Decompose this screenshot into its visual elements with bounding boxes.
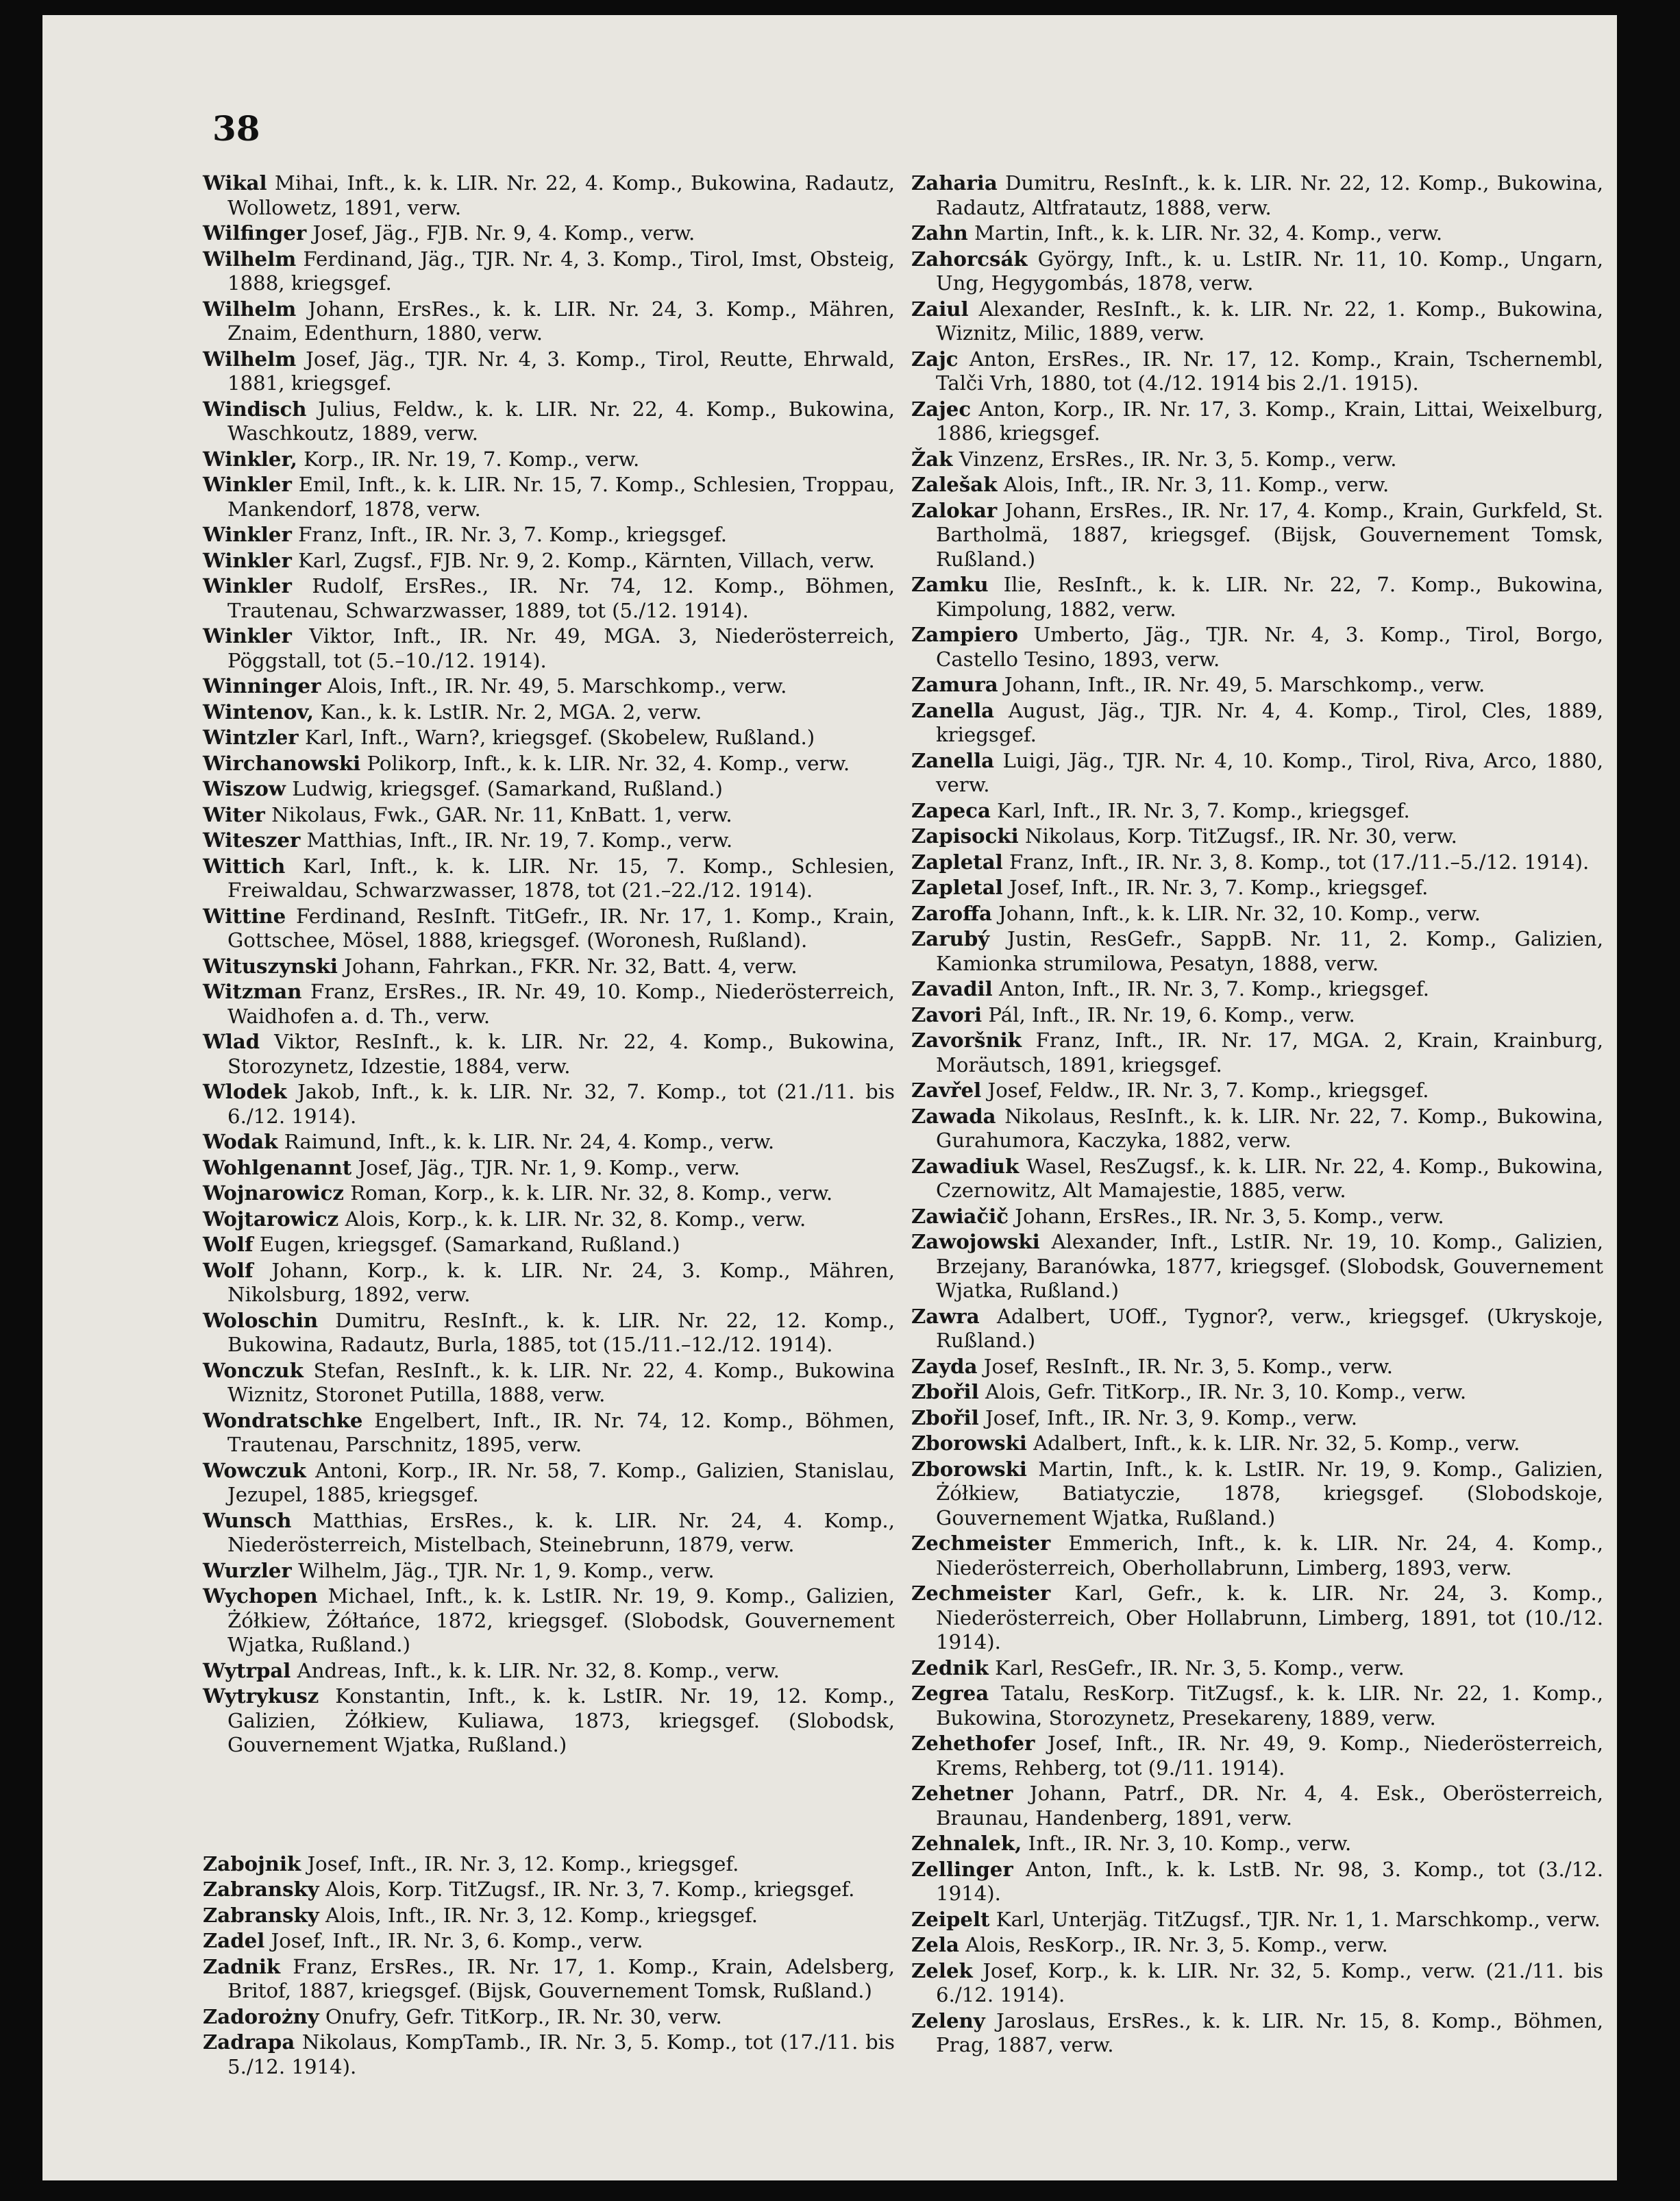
register-entry [911, 623, 1603, 672]
entry-surname: Zehetner [911, 1782, 1013, 1805]
entry-details: Josef, Inft., IR. Nr. 3, 7. Komp., kriegsgef. [1002, 876, 1429, 899]
register-entry [911, 1682, 1603, 1730]
entry-details: Martin, Inft., k. k. LstIR. Nr. 19, 9. Komp., Galizien, Żółkiew, Batiatyczie, 1878, kriegsgef. (Slobodskoje, Gouvernement Wjatka, Rußland.) [936, 1457, 1603, 1529]
register-entry [203, 905, 895, 953]
entry-surname: Zamura [911, 673, 998, 696]
entry-surname: Zawada [911, 1104, 996, 1128]
entry-surname: Winkler [203, 574, 292, 598]
entry-details: Polikorp, Inft., k. k. LIR. Nr. 32, 4. Komp., verw. [360, 751, 850, 775]
entry-surname: Zechmeister [911, 1532, 1051, 1555]
entry-surname: Wlad [203, 1030, 260, 1053]
entry-details: Umberto, Jäg., TJR. Nr. 4, 3. Komp., Tirol, Borgo, Castello Tesino, 1893, verw. [936, 623, 1603, 671]
entry-details: Josef, Korp., k. k. LIR. Nr. 32, 5. Komp., verw. (21./11. bis 6./12. 1914). [936, 1958, 1603, 2006]
entry-details: Matthias, Inft., IR. Nr. 19, 7. Komp., verw. [300, 828, 733, 852]
entry-details: Josef, Inft., IR. Nr. 49, 9. Komp., Niederösterreich, Krems, Rehberg, tot (9./11. 1914). [936, 1732, 1603, 1780]
entry-details: Inft., IR. Nr. 3, 10. Komp., verw. [1022, 1832, 1352, 1855]
register-entry [911, 1959, 1603, 2008]
register-entry [203, 1130, 895, 1155]
entry-surname: Zegrea [911, 1682, 989, 1705]
entry-details: Kan., k. k. LstIR. Nr. 2, MGA. 2, verw. [314, 700, 702, 724]
register-entry [911, 799, 1603, 824]
entry-surname: Zalešak [911, 473, 998, 496]
entry-surname: Zednik [911, 1656, 989, 1680]
register-entry [203, 297, 895, 346]
entry-surname: Wintzler [203, 726, 299, 749]
entry-details: Raimund, Inft., k. k. LIR. Nr. 24, 4. Komp., verw. [277, 1130, 775, 1153]
entry-details: Anton, Korp., IR. Nr. 17, 3. Komp., Krain, Littai, Weixelburg, 1886, kriegsgef. [936, 397, 1603, 445]
entry-details: Nikolaus, Fwk., GAR. Nr. 11, KnBatt. 1, verw. [264, 802, 732, 826]
entry-surname: Zehnalek, [911, 1832, 1022, 1855]
register-entry [203, 752, 895, 776]
entry-surname: Wittich [203, 854, 286, 878]
entry-surname: Zaharia [911, 171, 998, 195]
entry-surname: Winkler [203, 473, 292, 496]
register-entry [203, 1584, 895, 1658]
entry-details: Franz, Inft., IR. Nr. 3, 8. Komp., tot (17./11.–5./12. 1914). [1002, 850, 1590, 874]
entry-details: Konstantin, Inft., k. k. LstIR. Nr. 19, 12. Komp., Galizien, Żółkiew, Kuliawa, 1873, kriegsgef. (Slobodsk, Gouvernement Wjatka, Rußland.) [227, 1684, 895, 1756]
entry-details: Mihai, Inft., k. k. LIR. Nr. 22, 4. Komp., Bukowina, Radautz, Wollowetz, 1891, verw. [227, 171, 895, 219]
entry-details: Karl, Inft., IR. Nr. 3, 7. Komp., kriegsgef. [990, 798, 1410, 822]
register-entry [911, 977, 1603, 1002]
entry-details: Viktor, ResInft., k. k. LIR. Nr. 22, 4. Komp., Bukowina, Storozynetz, Idzestie, 1884, verw. [227, 1030, 895, 1078]
register-entry [203, 1080, 895, 1129]
entry-details: Karl, ResGefr., IR. Nr. 3, 5. Komp., verw. [988, 1656, 1405, 1680]
entry-details: Johann, Inft., k. k. LIR. Nr. 32, 10. Komp., verw. [991, 901, 1481, 925]
right-column [911, 171, 1603, 2059]
entry-details: Karl, Zugsf., FJB. Nr. 9, 2. Komp., Kärnten, Villach, verw. [291, 548, 875, 572]
register-entry [911, 1105, 1603, 1153]
register-entry [911, 171, 1603, 220]
entry-surname: Wiszow [203, 777, 286, 800]
entry-details: Franz, ErsRes., IR. Nr. 17, 1. Komp., Krain, Adelsberg, Britof, 1887, kriegsgef. (Bijsk, Gouvernement Tomsk, Rußland.) [227, 1954, 895, 2002]
entry-surname: Wituszynski [203, 954, 338, 978]
entry-details: Josef, Jäg., FJB. Nr. 9, 4. Komp., verw. [306, 221, 695, 245]
entry-details: Alois, Korp., k. k. LIR. Nr. 32, 8. Komp., verw. [338, 1207, 806, 1231]
register-entry [911, 1782, 1603, 1830]
entry-details: Josef, ResInft., IR. Nr. 3, 5. Komp., verw. [977, 1354, 1393, 1378]
register-entry [911, 1431, 1603, 1456]
register-entry [911, 1155, 1603, 1203]
entry-details: Anton, Inft., IR. Nr. 3, 7. Komp., kriegsgef. [992, 977, 1430, 1000]
entry-surname: Zahn [911, 221, 968, 245]
entry-surname: Zawojowski [911, 1230, 1040, 1253]
register-entry [203, 1259, 895, 1307]
register-entry [911, 347, 1603, 396]
register-entry [203, 1852, 895, 1877]
register-entry [203, 221, 895, 246]
entry-details: Roman, Korp., k. k. LIR. Nr. 32, 8. Komp., verw. [343, 1181, 833, 1205]
entry-surname: Wytrykusz [203, 1684, 319, 1708]
register-entry [203, 700, 895, 725]
entry-surname: Zborowski [911, 1431, 1027, 1455]
register-entry [203, 247, 895, 296]
entry-surname: Wirchanowski [203, 751, 361, 775]
register-entry [911, 1532, 1603, 1580]
entry-details: Justin, ResGefr., SappB. Nr. 11, 2. Komp., Galizien, Kamionka strumilowa, Pesatyn, 1888, verw. [936, 927, 1603, 975]
entry-details: Onufry, Gefr. TitKorp., IR. Nr. 30, verw. [319, 2004, 722, 2028]
register-entry [203, 1309, 895, 1357]
entry-surname: Zabojnik [203, 1852, 301, 1876]
entry-details: Alois, Inft., IR. Nr. 49, 5. Marschkomp., verw. [321, 674, 787, 698]
entry-details: Johann, ErsRes., IR. Nr. 17, 4. Komp., Krain, Gurkfeld, St. Bartholmä, 1887, kriegsgef. (Bijsk, Gouvernement Tomsk, Rußland.) [936, 498, 1603, 571]
register-entry [911, 397, 1603, 446]
entry-details: Adalbert, UOff., Tygnor?, verw., kriegsgef. (Ukryskoje, Rußland.) [936, 1304, 1603, 1352]
entry-surname: Wolf [203, 1258, 254, 1282]
entry-surname: Wilhelm [203, 297, 297, 321]
entry-surname: Wowczuk [203, 1458, 306, 1482]
entry-details: Alois, Korp. TitZugsf., IR. Nr. 3, 7. Komp., kriegsgef. [319, 1878, 855, 1901]
section-gap [203, 1759, 895, 1852]
entry-surname: Zarubý [911, 927, 990, 950]
entry-surname: Wittine [203, 904, 286, 928]
entry-details: Josef, Inft., IR. Nr. 3, 6. Komp., verw. [264, 1929, 643, 1952]
entry-details: Luigi, Jäg., TJR. Nr. 4, 10. Komp., Tirol, Riva, Arco, 1880, verw. [936, 748, 1603, 796]
entry-details: Vinzenz, ErsRes., IR. Nr. 3, 5. Komp., verw. [952, 447, 1397, 471]
entry-details: Karl, Gefr., k. k. LIR. Nr. 24, 3. Komp., Niederösterreich, Ober Hollabrunn, Limberg, 1891, tot (10./12. 1914). [936, 1582, 1603, 1653]
entry-details: Nikolaus, ResInft., k. k. LIR. Nr. 22, 7. Komp., Bukowina, Gurahumora, Kaczyka, 1882, verw. [936, 1104, 1603, 1152]
register-entry [203, 447, 895, 472]
entry-surname: Wytrpal [203, 1658, 291, 1682]
entry-surname: Zela [911, 1933, 959, 1956]
entry-surname: Zavori [911, 1003, 983, 1026]
entry-surname: Wlodek [203, 1080, 287, 1103]
entry-details: György, Inft., k. u. LstIR. Nr. 11, 10. Komp., Ungarn, Ung, Hegygombás, 1878, verw. [936, 247, 1603, 295]
entry-details: Julius, Feldw., k. k. LIR. Nr. 22, 4. Komp., Bukowina, Waschkoutz, 1889, verw. [227, 397, 895, 445]
entry-surname: Zayda [911, 1354, 978, 1378]
entry-surname: Winkler [203, 548, 292, 572]
entry-details: Franz, Inft., IR. Nr. 17, MGA. 2, Krain, Krainburg, Moräutsch, 1891, kriegsgef. [936, 1029, 1603, 1077]
register-entry [203, 1207, 895, 1232]
entry-surname: Wunsch [203, 1508, 292, 1532]
register-entry [911, 1079, 1603, 1103]
entry-surname: Zechmeister [911, 1582, 1051, 1605]
entry-details: Pál, Inft., IR. Nr. 19, 6. Komp., verw. [982, 1003, 1355, 1026]
entry-surname: Zadel [203, 1929, 265, 1952]
entry-surname: Wurzler [203, 1558, 292, 1582]
register-entry [911, 297, 1603, 346]
entry-details: Karl, Inft., Warn?, kriegsgef. (Skobelew, Rußland.) [298, 726, 815, 749]
entry-surname: Zellinger [911, 1857, 1013, 1881]
entry-surname: Zaroffa [911, 901, 992, 925]
register-entry [911, 927, 1603, 976]
register-entry [911, 1933, 1603, 1958]
entry-surname: Zapisocki [911, 824, 1019, 848]
entry-details: Korp., IR. Nr. 19, 7. Komp., verw. [297, 447, 640, 471]
entry-details: Eugen, kriegsgef. (Samarkand, Rußland.) [253, 1233, 680, 1256]
register-entry [203, 1409, 895, 1458]
entry-surname: Zadnik [203, 1954, 281, 1978]
entry-surname: Zabransky [203, 1878, 319, 1901]
entry-surname: Wodak [203, 1130, 278, 1153]
register-entry [203, 347, 895, 396]
entry-details: Anton, Inft., k. k. LstB. Nr. 98, 3. Komp., tot (3./12. 1914). [936, 1857, 1603, 1905]
entry-surname: Wojtarowicz [203, 1207, 339, 1231]
entry-details: Alois, ResKorp., IR. Nr. 3, 5. Komp., verw. [959, 1933, 1388, 1956]
register-entry [203, 1904, 895, 1928]
entry-surname: Zahorcsák [911, 247, 1028, 271]
entry-details: Franz, ErsRes., IR. Nr. 49, 10. Komp., Niederösterreich, Waidhofen a. d. Th., verw. [227, 980, 895, 1028]
entry-surname: Wojnarowicz [203, 1181, 344, 1205]
entry-surname: Žak [911, 447, 953, 471]
entry-surname: Zanella [911, 698, 995, 722]
entry-surname: Zaiul [911, 297, 969, 321]
entry-details: Rudolf, ErsRes., IR. Nr. 74, 12. Komp., Böhmen, Trautenau, Schwarzwasser, 1889, tot (5./12. 1914). [227, 574, 895, 622]
register-entry [911, 1832, 1603, 1856]
register-entry [911, 1406, 1603, 1431]
entry-surname: Windisch [203, 397, 307, 421]
register-entry [203, 624, 895, 673]
entry-details: Karl, Unterjäg. TitZugsf., TJR. Nr. 1, 1. Marschkomp., verw. [989, 1907, 1601, 1931]
register-entry [911, 447, 1603, 472]
register-entry [911, 1205, 1603, 1229]
book-page [42, 15, 1617, 2180]
entry-details: Alois, Inft., IR. Nr. 3, 11. Komp., verw. [997, 473, 1389, 496]
entry-details: Engelbert, Inft., IR. Nr. 74, 12. Komp., Böhmen, Trautenau, Parschnitz, 1895, verw. [227, 1408, 895, 1456]
entry-surname: Winkler, [203, 447, 297, 471]
register-entry [911, 699, 1603, 748]
entry-details: Alexander, Inft., LstIR. Nr. 19, 10. Komp., Galizien, Brzejany, Baranówka, 1877, kriegsgef. (Slobodsk, Gouvernement Wjatka, Rußland.) [936, 1230, 1603, 1302]
register-entry [911, 749, 1603, 798]
entry-surname: Zawra [911, 1304, 980, 1328]
entry-details: Johann, Patrf., DR. Nr. 4, 4. Esk., Oberösterreich, Braunau, Handenberg, 1891, verw. [936, 1782, 1603, 1830]
register-entry [203, 980, 895, 1029]
entry-surname: Zeleny [911, 2008, 985, 2032]
register-entry [911, 1458, 1603, 1531]
entry-surname: Witer [203, 802, 265, 826]
entry-surname: Zapletal [911, 850, 1003, 874]
entry-details: Ilie, ResInft., k. k. LIR. Nr. 22, 7. Komp., Bukowina, Kimpolung, 1882, verw. [936, 573, 1603, 621]
entry-surname: Wikal [203, 171, 267, 195]
entry-surname: Wolf [203, 1233, 254, 1256]
register-entry [203, 1156, 895, 1181]
entry-details: Josef, Jäg., TJR. Nr. 4, 3. Komp., Tirol, Reutte, Ehrwald, 1881, kriegsgef. [227, 347, 895, 395]
entry-surname: Zalokar [911, 498, 998, 522]
register-entry [911, 573, 1603, 622]
entry-details: Dumitru, ResInft., k. k. LIR. Nr. 22, 12. Komp., Bukowina, Radautz, Altfratautz, 1888, verw. [936, 171, 1603, 219]
register-entry [911, 673, 1603, 698]
entry-details: Stefan, ResInft., k. k. LIR. Nr. 22, 4. Komp., Bukowina Wiznitz, Storonet Putilla, 1888, verw. [227, 1358, 895, 1406]
entry-details: Emil, Inft., k. k. LIR. Nr. 15, 7. Komp., Schlesien, Troppau, Mankendorf, 1878, verw. [227, 473, 895, 521]
register-entry [911, 850, 1603, 875]
register-entry [203, 1181, 895, 1206]
entry-details: Nikolaus, Korp. TitZugsf., IR. Nr. 30, verw. [1018, 824, 1457, 848]
entry-details: Johann, Fahrkan., FKR. Nr. 32, Batt. 4, verw. [338, 954, 798, 978]
left-column [203, 171, 895, 2080]
entry-surname: Zapeca [911, 798, 991, 822]
register-entry [911, 1858, 1603, 1906]
entry-details: Wasel, ResZugsf., k. k. LIR. Nr. 22, 4. Komp., Bukowina, Czernowitz, Alt Mamajestie, 1885, verw. [936, 1154, 1603, 1202]
register-entry [203, 1459, 895, 1508]
entry-surname: Zawadiuk [911, 1154, 1020, 1178]
entry-surname: Witzman [203, 980, 302, 1003]
entry-surname: Zeipelt [911, 1907, 990, 1931]
entry-details: Antoni, Korp., IR. Nr. 58, 7. Komp., Galizien, Stanislau, Jezupel, 1885, kriegsgef. [227, 1458, 895, 1506]
entry-surname: Zamku [911, 573, 989, 596]
entry-details: Martin, Inft., k. k. LIR. Nr. 32, 4. Komp., verw. [967, 221, 1443, 245]
register-entry [203, 1509, 895, 1558]
entry-surname: Zborowski [911, 1457, 1027, 1481]
register-entry [911, 221, 1603, 246]
register-entry [911, 1582, 1603, 1655]
entry-surname: Zampiero [911, 623, 1019, 646]
register-entry [203, 1878, 895, 1902]
register-entry [911, 1380, 1603, 1405]
entry-details: Tatalu, ResKorp. TitZugsf., k. k. LIR. Nr. 22, 1. Komp., Bukowina, Storozynetz, Presekareny, 1889, verw. [936, 1682, 1603, 1730]
register-entry [911, 1003, 1603, 1028]
register-entry [911, 1355, 1603, 1379]
register-entry [203, 1929, 895, 1954]
entry-surname: Winkler [203, 523, 292, 546]
entry-surname: Zanella [911, 748, 995, 772]
entry-details: Ferdinand, ResInft. TitGefr., IR. Nr. 17, 1. Komp., Krain, Gottschee, Mösel, 1888, kriegsgef. (Woronesh, Rußland). [227, 904, 895, 952]
entry-details: Adalbert, Inft., k. k. LIR. Nr. 32, 5. Komp., verw. [1026, 1431, 1520, 1455]
register-entry [911, 1656, 1603, 1681]
entry-details: Ludwig, kriegsgef. (Samarkand, Rußland.) [285, 777, 723, 800]
register-entry [203, 574, 895, 623]
register-entry [911, 499, 1603, 572]
entry-details: August, Jäg., TJR. Nr. 4, 4. Komp., Tirol, Cles, 1889, kriegsgef. [936, 698, 1603, 746]
entry-details: Jakob, Inft., k. k. LIR. Nr. 32, 7. Komp., tot (21./11. bis 6./12. 1914). [227, 1080, 895, 1128]
entry-details: Josef, Inft., IR. Nr. 3, 12. Komp., kriegsgef. [301, 1852, 739, 1876]
entry-surname: Wilhelm [203, 247, 297, 271]
register-entry [203, 674, 895, 699]
register-entry [203, 397, 895, 446]
entry-details: Alois, Inft., IR. Nr. 3, 12. Komp., kriegsgef. [319, 1903, 758, 1927]
entry-details: Johann, ErsRes., k. k. LIR. Nr. 24, 3. Komp., Mähren, Znaim, Edenthurn, 1880, verw. [227, 297, 895, 345]
entry-surname: Wilhelm [203, 347, 297, 371]
entry-surname: Zabransky [203, 1903, 319, 1927]
entry-surname: Zavadil [911, 977, 993, 1000]
entry-details: Franz, Inft., IR. Nr. 3, 7. Komp., kriegsgef. [291, 523, 727, 546]
register-entry [203, 1030, 895, 1079]
register-entry [911, 1305, 1603, 1353]
register-entry [203, 726, 895, 750]
register-entry [911, 1230, 1603, 1303]
entry-details: Jaroslaus, ErsRes., k. k. LIR. Nr. 15, 8. Komp., Böhmen, Prag, 1887, verw. [936, 2008, 1603, 2056]
entry-surname: Zadorożny [203, 2004, 319, 2028]
entry-details: Anton, ErsRes., IR. Nr. 17, 12. Komp., Krain, Tschernembl, Talči Vrh, 1880, tot (4./12. 1914 bis 2./1. 1915). [936, 347, 1603, 395]
register-entry [911, 473, 1603, 497]
register-entry [203, 1955, 895, 2004]
entry-surname: Zajc [911, 347, 959, 371]
entry-surname: Zelek [911, 1958, 973, 1982]
register-entry [911, 902, 1603, 926]
entry-details: Josef, Jäg., TJR. Nr. 1, 9. Komp., verw. [351, 1155, 741, 1179]
entry-details: Michael, Inft., k. k. LstIR. Nr. 19, 9. Komp., Galizien, Żółkiew, Żółtańce, 1872, kriegsgef. (Slobodsk, Gouvernement Wjatka, Rußland.) [227, 1584, 895, 1656]
entry-surname: Zajec [911, 397, 972, 421]
entry-details: Johann, Inft., IR. Nr. 49, 5. Marschkomp., verw. [998, 673, 1485, 696]
entry-details: Johann, ErsRes., IR. Nr. 3, 5. Komp., verw. [1008, 1204, 1444, 1228]
register-entry [203, 803, 895, 828]
entry-surname: Winkler [203, 624, 292, 648]
register-entry [203, 828, 895, 853]
register-entry [911, 1908, 1603, 1932]
entry-surname: Woloschin [203, 1308, 319, 1332]
entry-surname: Zawiačič [911, 1204, 1009, 1228]
register-entry [911, 824, 1603, 849]
entry-details: Viktor, Inft., IR. Nr. 49, MGA. 3, Niederösterreich, Pöggstall, tot (5.–10./12. 1914). [227, 624, 895, 672]
entry-surname: Wohlgenannt [203, 1155, 352, 1179]
entry-details: Wilhelm, Jäg., TJR. Nr. 1, 9. Komp., verw. [291, 1558, 715, 1582]
register-entry [203, 171, 895, 220]
register-entry [203, 1684, 895, 1758]
entry-surname: Zavoršnik [911, 1029, 1022, 1052]
entry-surname: Wonczuk [203, 1358, 304, 1382]
register-entry [203, 1233, 895, 1257]
entry-details: Matthias, ErsRes., k. k. LIR. Nr. 24, 4. Komp., Niederösterreich, Mistelbach, Steinebrunn, 1879, verw. [227, 1508, 895, 1556]
entry-surname: Wychopen [203, 1584, 318, 1608]
entry-details: Emmerich, Inft., k. k. LIR. Nr. 24, 4. Komp., Niederösterreich, Oberhollabrunn, Limberg, 1893, verw. [936, 1532, 1603, 1579]
entry-details: Josef, Inft., IR. Nr. 3, 9. Komp., verw. [978, 1405, 1358, 1429]
entry-details: Alexander, ResInft., k. k. LIR. Nr. 22, 1. Komp., Bukowina, Wiznitz, Milic, 1889, verw. [936, 297, 1603, 345]
register-entry [203, 854, 895, 903]
entry-surname: Zavřel [911, 1079, 982, 1102]
entry-details: Nikolaus, KompTamb., IR. Nr. 3, 5. Komp., tot (17./11. bis 5./12. 1914). [227, 2030, 895, 2078]
register-entry [203, 523, 895, 548]
entry-surname: Wintenov, [203, 700, 314, 724]
entry-surname: Wilfinger [203, 221, 307, 245]
register-entry [203, 1359, 895, 1407]
register-entry [203, 473, 895, 521]
entry-surname: Wondratschke [203, 1408, 363, 1432]
entry-surname: Zadrapa [203, 2030, 295, 2054]
register-entry [203, 1559, 895, 1584]
entry-surname: Zbořil [911, 1405, 979, 1429]
register-entry [203, 2005, 895, 2030]
register-entry [203, 1659, 895, 1684]
entry-details: Dumitru, ResInft., k. k. LIR. Nr. 22, 12. Komp., Bukowina, Radautz, Burla, 1885, tot (15./11.–12./12. 1914). [227, 1308, 895, 1356]
page-number: 38 [212, 108, 260, 149]
register-entry [203, 777, 895, 802]
entry-details: Karl, Inft., k. k. LIR. Nr. 15, 7. Komp., Schlesien, Freiwaldau, Schwarzwasser, 1878, tot (21.–22./12. 1914). [227, 854, 895, 902]
register-entry [911, 1732, 1603, 1780]
register-entry [911, 1029, 1603, 1077]
register-entry [203, 2030, 895, 2079]
entry-surname: Witeszer [203, 828, 301, 852]
register-entry [203, 549, 895, 574]
entry-details: Ferdinand, Jäg., TJR. Nr. 4, 3. Komp., Tirol, Imst, Obsteig, 1888, kriegsgef. [227, 247, 895, 295]
entry-details: Alois, Gefr. TitKorp., IR. Nr. 3, 10. Komp., verw. [978, 1380, 1467, 1403]
entry-details: Johann, Korp., k. k. LIR. Nr. 24, 3. Komp., Mähren, Nikolsburg, 1892, verw. [227, 1258, 895, 1306]
register-entry [911, 2009, 1603, 2058]
entry-surname: Zapletal [911, 876, 1003, 899]
entry-details: Josef, Feldw., IR. Nr. 3, 7. Komp., kriegsgef. [981, 1079, 1429, 1102]
register-entry [203, 955, 895, 979]
register-entry [911, 247, 1603, 296]
entry-surname: Zbořil [911, 1380, 979, 1403]
entry-surname: Zehethofer [911, 1732, 1035, 1755]
entry-details: Andreas, Inft., k. k. LIR. Nr. 32, 8. Komp., verw. [291, 1658, 780, 1682]
entry-surname: Winninger [203, 674, 321, 698]
register-entry [911, 876, 1603, 900]
